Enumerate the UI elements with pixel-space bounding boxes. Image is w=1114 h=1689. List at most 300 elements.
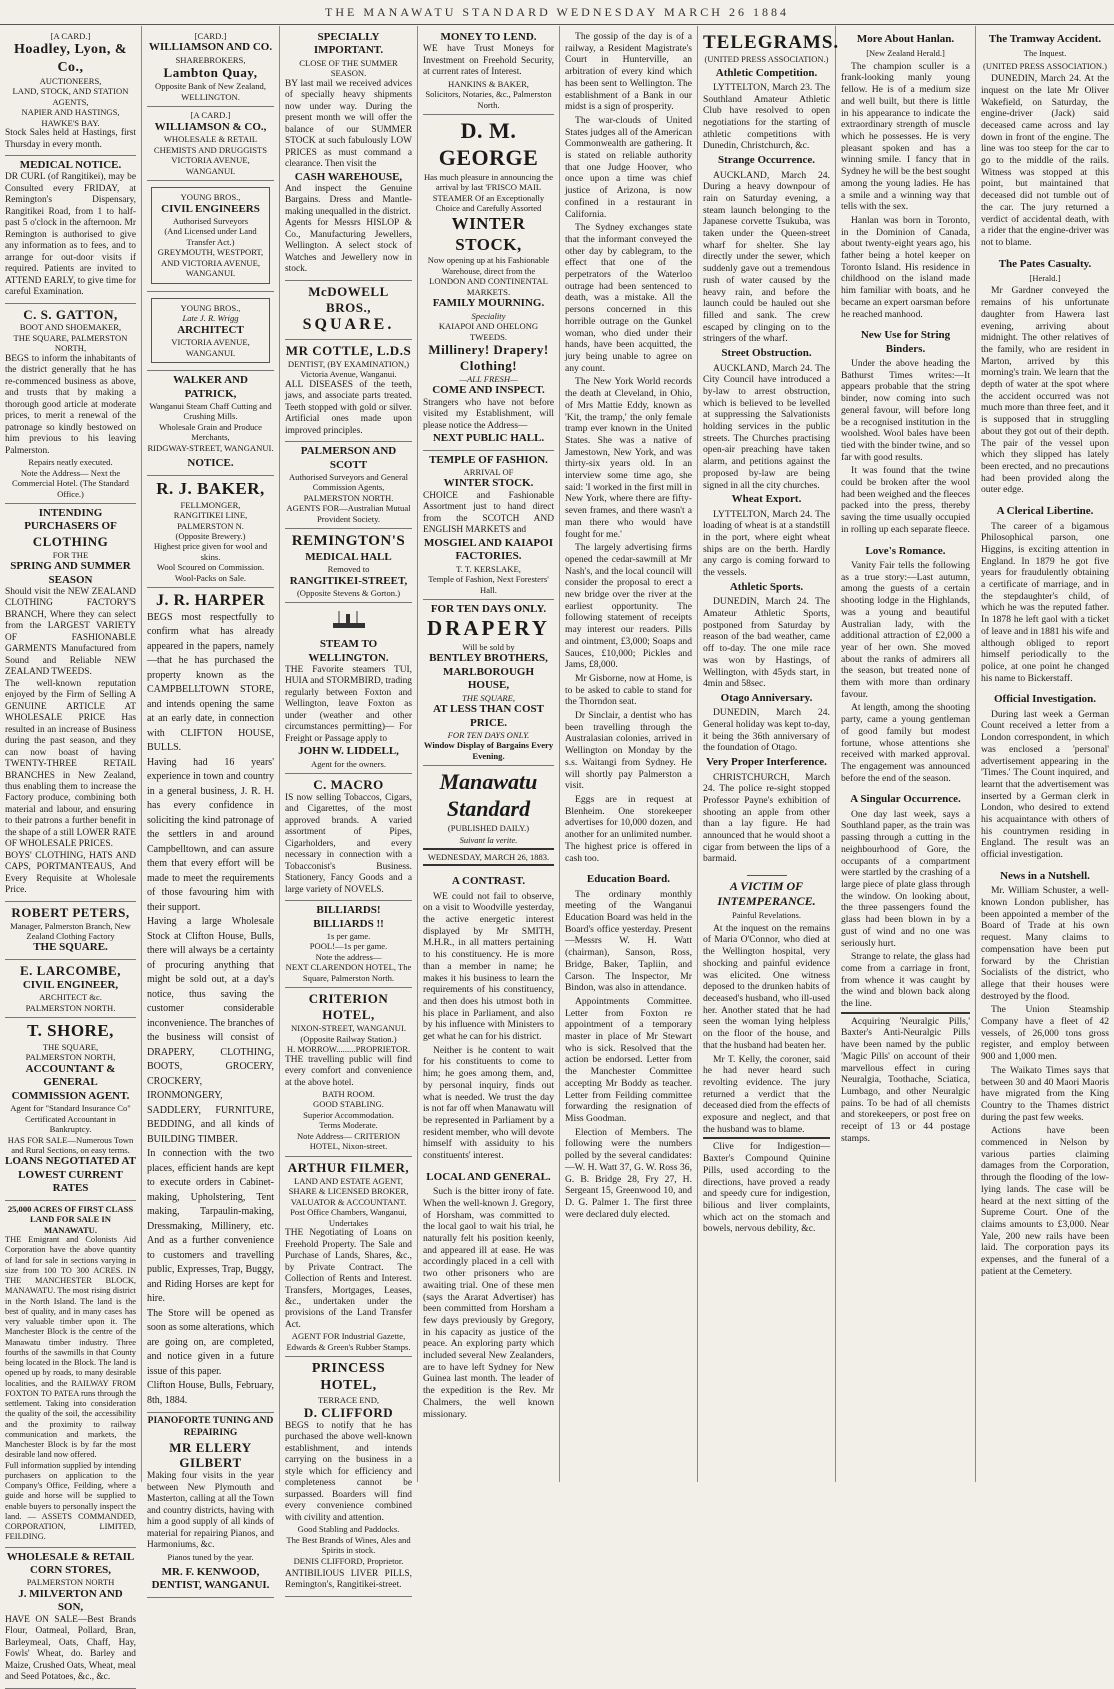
ad-line: WANGANUI. bbox=[185, 268, 236, 279]
ad-clothing bbox=[5, 504, 136, 902]
article-paragraph: It was found that the twine could be broken after the wool had been weighed and the fleeces packed into the press, thereby saving the time usually occupied in rolling up each separate fleece. bbox=[841, 465, 970, 535]
ad-body: Stock Sales held at Hastings, first Thursday in every month. bbox=[5, 128, 136, 150]
ad-line: Terms Moderate. bbox=[319, 1120, 378, 1131]
ad-body: Should visit the NEW ZEALAND CLOTHING FACTORY'S BRANCH, Where they can select from the LARGEST VARIETY OF FASHIONABLE GARMENTS Manufactured from Sound and Reliable NEW ZEALAND TWEEDS. bbox=[5, 587, 136, 678]
ad-line: MR. F. KENWOOD, DENTIST, WANGANUI. bbox=[151, 1566, 270, 1592]
ad-title: FOR TEN DAYS ONLY. bbox=[430, 602, 547, 615]
article-local-general bbox=[423, 1166, 554, 1424]
ad-line: VICTORIA AVENUE, bbox=[171, 155, 250, 166]
ad-line: FELLMONGER, bbox=[180, 499, 241, 510]
ad-title: YOUNG BROS., bbox=[180, 192, 241, 203]
article-paragraph: Strange to relate, the glass had come from a carriage in front, from whence it was caught by the wind and blown back along the line. bbox=[841, 951, 970, 1010]
article-paragraph: WE could not fail to observe, on a visit to Woodville yesterday, the active energetic interest displayed by Mr SMITH, M.H.R., in all matters pertaining to his constituency. He is more than a member in name; he makes it his business to learn the requirements of his constituency, and then does his utmost both in his place in Parliament, and also by his influence with Ministers to get what he can for his district. bbox=[423, 890, 554, 1043]
ad-line: BENTLEY BROTHERS, bbox=[429, 652, 548, 665]
article-paragraph: Mr. William Schuster, a well-known London publisher, has been appointed a member of the Board of Trade at his own request. Many claims to compensation have been put forward by the Christian Socialists of the district, who allege that their houses were destroyed by the flood. bbox=[981, 885, 1109, 1002]
ad-line: SQUARE. bbox=[302, 316, 395, 334]
ad-title: Lambton Quay, bbox=[163, 65, 258, 81]
ad-body: Having had 16 years' experience in town and country in a general business, J. R. H. has every confidence in soliciting the kind patronage of the settlers in and around Campbelltown, and can assure them that every effort will be made to meet the requirements of those favouring him with their support. bbox=[147, 756, 274, 913]
ad-line: Pianos tuned by the year. bbox=[167, 1551, 254, 1562]
ad-line: NEXT CLARENDON HOTEL, The Square, Palmerston North. bbox=[285, 962, 412, 983]
column-6 bbox=[698, 26, 840, 1482]
article-headline: A VICTIM OF INTEMPERANCE. bbox=[717, 879, 816, 908]
column-2 bbox=[142, 26, 280, 1592]
ad-line: (Opposite Brewery.) bbox=[175, 531, 246, 541]
ad-body: The Store will be opened as soon as some alterations, which are going on, are completed, and notice given in a future issue of this paper. bbox=[147, 1307, 274, 1377]
ad-body: Clifton House, Bulls, February, 8th, 1884. bbox=[147, 1380, 274, 1406]
ad-title: C. MACRO bbox=[313, 777, 384, 793]
ad-line: THE SQUARE, PALMERSTON NORTH, bbox=[13, 332, 128, 354]
ad-line: NEXT PUBLIC HALL. bbox=[432, 432, 545, 445]
ad-line: Window Display of Bargains Every Evening. bbox=[423, 740, 554, 761]
ad-line: Manager, Palmerston Branch, New Zealand Clothing Factory bbox=[10, 920, 131, 941]
article-subhead: Athletic Competition. bbox=[715, 66, 818, 79]
article-paragraph: Acquiring 'Neuralgic Pills,' Baxter's Anti-Neuralgic Pills have been named by the public 'Magic Pills' on account of their marvellous effect in curing Neuralgia, Toothache, Sciatica, Lumbago, and other Neuralgic pains. To be had of all chemists and storekeepers, or post free on receipt of 13 or 44 postage stamps. bbox=[841, 1015, 970, 1144]
ad-body: IS now selling Tobaccos, Cigars, and Cigarettes, of the most approved brands. A varied assortment of Pipes, Cigarholders, and every necessary in connection with a Tobacconist's Business. Stationery, Fancy Goods and a large variety of NOVELS. bbox=[285, 792, 412, 895]
article-byline: [New Zealand Herald.] bbox=[866, 48, 945, 59]
article-paragraph: The gossip of the day is of a railway, a Resident Magistrate's Court in Hunterville, an arbitration of every kind which has been sent to Wellington. The establishment of a Bank in our midst is a sign of prosperity. bbox=[565, 31, 692, 113]
ad-line: CHEMISTS AND DRUGGISTS bbox=[153, 144, 268, 155]
article-headline: A Singular Occurrence. bbox=[850, 793, 961, 806]
ad-line: Agent for the owners. bbox=[311, 758, 386, 769]
column-4 bbox=[418, 26, 560, 1482]
bordered-card bbox=[151, 298, 270, 363]
article-paragraph: DUNEDIN, March 24. General holiday was kept to-day, it being the 36th anniversary of the foundation of Otago. bbox=[703, 707, 830, 754]
divider bbox=[703, 1137, 830, 1139]
ad-line: RANGITIKEI-STREET, bbox=[289, 574, 408, 587]
article-string-binders bbox=[841, 324, 970, 539]
article-paragraph: Clive for Indigestion—Baxter's Compound Quinine Pills, used according to the directions, have proved a ready and speedy cure for indigestion, bilious and liver complaints, which act on the stomach and bowels, nervous debility, &c. bbox=[703, 1141, 830, 1235]
article-paragraph: Mr T. Kelly, the coroner, said he had never heard such revolting evidence. The jury returned a verdict that the deceased died from the effects of exposure and neglect, and that the husband was to blame. bbox=[703, 1053, 830, 1135]
ad-body: Full information supplied by intending purchasers on application to the Company's Office, Feilding, where a guide and horse will be supplied to enable buyers to personally inspect the land. — ASSETS COMMANDED, CORPORATION, LIMITED, FEILDING. bbox=[5, 1460, 136, 1542]
article-clerical-libertine bbox=[981, 500, 1109, 688]
ad-medical bbox=[5, 156, 136, 304]
article-paragraph: AUCKLAND, March 24. The City Council have introduced a by-law to arrest obstruction, which is believed to be levelled at suppressing the Salvationists holding services in the public streets. The Churches practising open-air preaching have taken alarm, and petitions against the proposed by-law are being signed in all the city churches. bbox=[703, 362, 830, 491]
article-loves-romance bbox=[841, 540, 970, 789]
ad-line: FOR THE bbox=[52, 549, 89, 560]
column-5 bbox=[560, 26, 698, 1482]
ad-line: Certificated Accountant in Bankruptcy. bbox=[25, 1113, 116, 1135]
ad-line: THE SQUARE, bbox=[42, 1041, 99, 1052]
ad-title: R. J. BAKER, bbox=[156, 478, 265, 498]
ad-title: WHOLESALE & RETAIL CORN STORES, bbox=[6, 1550, 135, 1577]
ad-line: Good Stabling and Paddocks. bbox=[297, 1524, 400, 1535]
ad-shore bbox=[5, 1018, 136, 1201]
ad-line: Victoria Avenue, Wanganui. bbox=[300, 369, 397, 380]
article-headline: The Tramway Accident. bbox=[988, 33, 1102, 45]
ad-title: C. S. GATTON, bbox=[23, 306, 118, 322]
article-headline: A CONTRAST. bbox=[451, 875, 526, 888]
ad-line: LOANS NEGOTIATED AT LOWEST CURRENT RATES bbox=[5, 1155, 137, 1195]
ad-line: Highest price given for wool and skins. bbox=[153, 541, 268, 562]
ad-line: Superior Accommodation. bbox=[303, 1109, 394, 1120]
ad-title: WILLIAMSON & CO., bbox=[154, 120, 267, 133]
ad-line: Removed to bbox=[327, 564, 370, 575]
article-paragraph: Dr Sinclair, a dentist who has been travelling through the Australasian colonies, arrived in Wellington on Monday by the s.s. Waitangi from Sydney. He will shortly pay Palmerston a visit. bbox=[565, 710, 692, 792]
ad-title: McDOWELL BROS., bbox=[308, 283, 389, 315]
ad-criterion bbox=[285, 988, 412, 1156]
ad-title: BILLIARDS! BILLIARDS !! bbox=[313, 904, 384, 930]
steamship-icon bbox=[329, 609, 369, 631]
ad-line: Authorised Surveyors and General Commission Agents, PALMERSTON NORTH. bbox=[288, 471, 409, 503]
ad-body: Having a large Wholesale Stock at Clifton House, Bulls, there will always be a certainty of procuring anything that might be sold out, at a day's notice, thus saving the customer considerable inconvenience. The branches of the business will consist of DRAPERY, CLOTHING, BOOTS, GROCERY, CROCKERY, IRONMONGERY, SADDLERY, FURNITURE, BEDDING, and all kinds of BUILDING TIMBER. bbox=[147, 916, 274, 1145]
ad-line: HAS FOR SALE—Numerous Town and Rural Sections, on easy terms. bbox=[7, 1134, 134, 1155]
ad-line: T. T. KERSLAKE, bbox=[456, 563, 521, 574]
ad-line: Late J. R. Wrigg bbox=[182, 313, 239, 324]
ad-line: MOSGIEL AND KAIAPOI FACTORIES. bbox=[424, 536, 553, 563]
ad-line: Note the address— bbox=[315, 951, 382, 962]
column-7 bbox=[836, 26, 976, 1482]
ad-temple-of-fashion bbox=[423, 451, 554, 600]
ad-title: MR COTTLE, L.D.S bbox=[285, 342, 412, 358]
ad-line: COME AND INSPECT. bbox=[432, 384, 545, 397]
ad-george bbox=[423, 115, 554, 450]
article-paragraph: Appointments Committee. Letter from Foxton re appointment of a temporary master in place of Mr Stewart who is sick. Resolved that the action be endorsed. Letter from the Manchester Committee accepting Mr Boddy as teacher. Letter from Feilding committee forwarding the resignation of Miss Goodman. bbox=[565, 995, 692, 1124]
motto: Suivant la verite. bbox=[459, 835, 518, 846]
article-pates-casualty bbox=[981, 253, 1109, 500]
ad-larcombe bbox=[5, 960, 136, 1018]
article-paragraph: The career of a bigamous Philosophical parson, one Higgins, is exciting attention in England. In 1879 he got five years for fraudulently obtaining a certificate of marriage, and in the stepdaughter's child, of which he was the reputed father. In 1878 he left gaol with a ticket of leave and in 1881 his wife and although obliged to report himself periodically to the police, at one point he changed his name to Bickerstaff. bbox=[981, 520, 1109, 684]
article-paragraph: AUCKLAND, March 24. During a heavy downpour of rain on Saturday evening, a steam launch belonging to the Japanese corvette Tsukuba, was taken under the Queen-street wharf for shelter. She lay directly under the sewer, which suddenly gave out a tremendous rush of water caused by the heavy rain, and before the launch could be hauled out she filled and sank. The crew escaped by clinging on to the stringers of the wharf. bbox=[703, 169, 830, 345]
ad-walker-patrick bbox=[147, 371, 274, 476]
ad-line: BOOT AND SHOEMAKER, bbox=[19, 322, 122, 333]
article-victim-of-intemperance bbox=[703, 869, 830, 1239]
ad-line: ARCHITECT bbox=[177, 323, 244, 336]
ad-line: AUCTIONEERS, bbox=[39, 75, 102, 86]
ad-body: ANTIBILIOUS LIVER PILLS, Remington's, Rangitikei-street. bbox=[285, 1569, 412, 1591]
article-paragraph: The Waikato Times says that between 30 and 40 Maori Maoris have migrated from the King Country to the Thames district during the past few weeks. bbox=[981, 1064, 1109, 1123]
ad-line: Repairs neatly executed. bbox=[28, 457, 113, 468]
ad-title: INTENDING PURCHASERS OF bbox=[24, 507, 117, 533]
ad-title: DRAPERY bbox=[427, 616, 550, 641]
article-paragraph: One day last week, says a Southland paper, as the train was passing through a cutting in the neighbourhood of Gore, the occupants of a compartment were startled by the crashing of a large piece of plate glass through the window. On looking about, the three passengers found the glass had been blown in by a gust of wind and no one was seriously hurt. bbox=[841, 808, 970, 949]
ad-filmer bbox=[285, 1157, 412, 1357]
article-paragraph: LYTTELTON, March 24. The loading of wheat is at a standstill in the port, where eight wheat ships are on the berth. Hardly any cargo is coming forward to the vessels. bbox=[703, 508, 830, 579]
ad-peters bbox=[5, 902, 136, 960]
divider bbox=[841, 1012, 970, 1014]
ad-line: BATH ROOM. bbox=[322, 1088, 375, 1099]
ad-line: RANGITIKEI LINE, PALMERSTON N. bbox=[173, 510, 248, 531]
article-paragraph: LYTTELTON, March 23. The Southland Amateur Athletic Club have resolved to open negotiations for the starting of athletic competitions with Dunedin, Christchurch, &c. bbox=[703, 81, 830, 152]
ad-macro bbox=[285, 774, 412, 901]
article-contrast bbox=[423, 870, 554, 1166]
ad-body: Agents for Messrs HISLOP & Co., Manufacturing Jewellers, Wellington. A select stock of Watches and Jewellery now in stock. bbox=[285, 218, 412, 275]
ad-young-bros-architect bbox=[147, 292, 274, 371]
ad-line: Wool-Packs on Sale. bbox=[174, 572, 247, 583]
article-news-in-a-nutshell bbox=[981, 865, 1109, 1282]
ad-line: CLOSE OF THE SUMMER SEASON. bbox=[299, 57, 398, 79]
ad-body: BOYS' CLOTHING, HATS AND CAPS, PORTMANTEAUS, And Every Requisite at Wholesale Price. bbox=[5, 850, 136, 896]
article-paragraph: At the inquest on the remains of Maria O'Connor, who died at the Wellington hospital, very shocking and painful evidence was elicited. One witness deposed to the drunken habits of deceased's husband, who ill-used her. Another stated that he had seen the woman lying helpless on the floor of the house, and that the husband had beaten her. bbox=[703, 922, 830, 1051]
ad-harper bbox=[147, 588, 274, 1413]
article-paragraph: The largely advertising firms opened the cedar-sawmill at Mr Nash's, and the local council will consider the proposal to erect a new bridge over the river at the earliest opportunity. The following statement of receipts may interest our readers. Pills and ointment, £3,000; Soaps and Sauces, £10,000; Pickles and Jams, £8,000. bbox=[565, 542, 692, 671]
ad-line: AT LESS THAN COST PRICE. bbox=[433, 703, 544, 729]
newspaper-columns bbox=[0, 26, 1114, 1683]
article-paragraph: CHRISTCHURCH, March 24. The police re-sight stopped Professor Payne's exhibition of shooting an apple from other than a lay figure. He had announced that he would shoot a cigar from between the lips of a barmaid. bbox=[703, 771, 830, 865]
ad-line: HAWKE'S BAY. bbox=[41, 117, 100, 128]
ad-line: FOR TEN DAYS ONLY. bbox=[447, 730, 530, 740]
ad-title: PIANOFORTE TUNING AND REPAIRING bbox=[147, 1416, 274, 1439]
ad-title: E. LARCOMBE, bbox=[20, 962, 121, 978]
ad-line: Opposite Bank of New Zealand, WELLINGTON. bbox=[155, 81, 266, 102]
article-paragraph: Actions have been commenced in Nelson by various parties claiming damages from the Corporation, through the flooding of the low-lying lands. The case will be heard at the next sitting of the Supreme Court. One of the claims amounts to £3,000. Near Yale, 200 new rails have been laid. The corporation pays its expenses, and the funeral of a patient at the Cemetery. bbox=[981, 1125, 1109, 1277]
ad-line: LAND, STOCK, AND STATION AGENTS, bbox=[12, 86, 129, 107]
article-headline: Love's Romance. bbox=[865, 544, 946, 557]
article-paragraph: Eggs are in request at Blenheim. One storekeeper advertises for 10,000 dozen, and another for an unlimited number. The highest price is offered in cash too. bbox=[565, 794, 692, 864]
article-paragraph: The Union Steamship Company have a fleet of 42 vessels, of 26,000 tons gross register, and employ between 900 and 1,000 men. bbox=[981, 1004, 1109, 1063]
ad-line: The Best Brands of Wines, Ales and Spirits in stock. bbox=[286, 1534, 411, 1556]
ad-title: WINTER STOCK. bbox=[443, 477, 534, 490]
ad-line: CIVIL ENGINEERS bbox=[161, 202, 260, 215]
ad-line: Now opening up at his Fashionable Warehouse, direct from the LONDON AND CONTINENTAL MARKETS. bbox=[427, 255, 550, 297]
article-singular-occurrence bbox=[841, 788, 970, 1148]
ad-title: ROBERT PETERS, bbox=[11, 904, 130, 920]
ad-cottle bbox=[285, 340, 412, 442]
page-masthead: THE MANAWATU STANDARD WEDNESDAY MARCH 26 1884 bbox=[0, 0, 1114, 25]
ad-title: Millinery! Drapery! Clothing! bbox=[428, 342, 549, 373]
divider bbox=[747, 875, 787, 876]
ad-sharebrokers bbox=[147, 28, 274, 107]
ad-body: And inspect the Genuine Bargains. Dress and Mantle-making unequalled in the district. bbox=[285, 183, 412, 217]
ad-body: BEGS to notify that he has purchased the above well-known establishment, and intends carrying on the business in a style which for efficiency and completeness cannot be surpassed. Boarders will find every convenience combined with civility and attention. bbox=[285, 1420, 412, 1523]
ad-corn-stores bbox=[5, 1548, 136, 1689]
ad-line: Wholesale Grain and Produce Merchants, bbox=[159, 421, 262, 443]
ad-line: POOL!—1s per game. bbox=[309, 941, 388, 952]
ad-line: CIVIL ENGINEER, bbox=[22, 978, 119, 991]
ad-money-to-lend bbox=[423, 28, 554, 115]
ad-body: BEGS to inform the inhabitants of the district generally that he has re-commenced business as above, and trusts that by making a thorough good article at moderate prices, to merit a renewal of the patronage so kindly bestowed on him previous to his leaving Palmerston. bbox=[5, 353, 136, 456]
ad-title: MR ELLERY GILBERT bbox=[169, 1439, 252, 1471]
article-telegrams bbox=[703, 28, 840, 869]
ad-line: VICTORIA AVENUE, WANGANUI. bbox=[171, 337, 250, 358]
ad-title: REMINGTON'S bbox=[291, 533, 406, 550]
ad-line: Post Office Chambers, Wanganui, Undertakes bbox=[290, 1207, 407, 1228]
ad-title: STEAM TO WELLINGTON. bbox=[308, 638, 389, 664]
editorial-masthead bbox=[423, 766, 554, 870]
ad-body: THE travelling public will find every comfort and convenience at the above hotel. bbox=[285, 1054, 412, 1088]
ad-line: Agent for "Standard Insurance Co" bbox=[10, 1103, 131, 1114]
ad-title: D. M. GEORGE bbox=[438, 118, 539, 171]
ad-baker bbox=[147, 476, 274, 589]
ad-line: MARLBOROUGH HOUSE, bbox=[442, 665, 535, 692]
ad-title: WINTER STOCK, bbox=[451, 213, 526, 254]
ad-body: BEGS most respectfully to confirm what has already appeared in the papers, namely—that he has purchased the property known as the CAMPBELLTOWN STORE, and intends opening the same at an early date, in connection with CLIFTON HOUSE, BULLS. bbox=[147, 611, 274, 754]
article-byline: (UNITED PRESS ASSOCIATION.) bbox=[983, 60, 1107, 71]
article-paragraph: Election of Members. The following were the numbers polled by the several candidates:—W. H. Watt 37, G. W. Ross 36, G. B. Bridge 28, Fry 27, H. Sergeant 15, Greenwood 10, and D. G. Palmer 1. The first three were declared duly elected. bbox=[565, 1126, 692, 1220]
ad-title: PALMERSON AND SCOTT bbox=[300, 445, 397, 471]
ad-billiards bbox=[285, 901, 412, 988]
ad-body: Strangers who have not before visited my Establishment, will please notice the Address— bbox=[423, 397, 554, 431]
article-paragraph: The champion sculler is a frank-looking manly young fellow. He is of a medium size and well built, but there is little in his appearance to indicate the extraordinary strength of muscle which he possesses. He is very pleasant spoken and has a winning smile. I fancy that in Sydney he will be the best sought among the young ladies. He has a smile and a winning way that tells with the sex. bbox=[841, 60, 970, 213]
ad-line: PALMERSTON NORTH. bbox=[25, 1002, 116, 1013]
ad-line: H. MORROW.........PROPRIETOR. bbox=[286, 1044, 411, 1055]
ad-line: Speciality bbox=[471, 310, 506, 321]
ad-body: In connection with the two places, efficient hands are kept to execute orders in Cabinet-making, Upholstering, Tent making, Tarpaulin-making, Dressmaking, Millinery, etc. And as a further convenience to customers and travelling public, Expresses, Trap, Buggy, and Riding Horses are kept for hire. bbox=[147, 1148, 274, 1305]
newspaper-title: Manawatu Standard bbox=[439, 769, 538, 822]
article-paragraph: DUNEDIN, March 24. The Amateur Athletic Sports, postponed from Saturday by reason of the bad weather, came off to-day. The one mile race was won by Hastings, of Wellington, with 45yds start, in 4min and 58sec. bbox=[703, 596, 830, 690]
article-paragraph: During last week a German Count received a letter from a London correspondent, in which was enclosed a 'personal' advertisement appearing in the 'Times.' The Count inquired, and learnt that the advertisement was inserted by a German clerk in London, who desired to extend his acquaintance with others of his countrymen residing in England. The result was an official investigation. bbox=[981, 708, 1109, 861]
ad-line: (Opposite Railway Station.) bbox=[300, 1033, 397, 1044]
article-paragraph: Mr Gardner conveyed the remains of his unfortunate daughter from Hawera last evening, arriving about midnight. The other relatives of the family, who are resident in Marton, arrived by this morning's train. We learn that the depth of water at the spot where the accident occurred was not much more than three feet, and it is supposed that in struggling about they got out of their depth. The pair of the vessel upon which they slipped has lately been erected, and no precautions had been provided along the outer edge. bbox=[981, 285, 1109, 496]
column-3 bbox=[280, 26, 418, 1591]
ad-title: ARTHUR FILMER, bbox=[287, 1159, 410, 1175]
ad-body: HAVE ON SALE—Best Brands Flour, Oatmeal, Pollard, Bran, Barleymeal, Oats, Chaff, Hay, Fowls' Wheat, do. Barley and Maize, Crushed Oats, Wheat, meal and Seed Potatoes, &c., &c. bbox=[5, 1614, 136, 1683]
ad-drapery bbox=[423, 600, 554, 766]
article-headline: LOCAL AND GENERAL. bbox=[426, 1170, 551, 1183]
ad-gatton bbox=[5, 304, 136, 504]
ad-line: WHOLESALE & RETAIL bbox=[163, 134, 258, 145]
ad-title: J. R. HARPER bbox=[155, 592, 266, 610]
ad-line: NAPIER AND HASTINGS, bbox=[21, 107, 120, 118]
ad-body: THE Negotiating of Loans on Freehold Property. The Sale and Purchase of Lands, Shares, &c., by Private Contract. The Collection of Rents and Interest. Transfers, Mortgages, Leases, &c., undertaken under the provisions of the Land Transfer Act. bbox=[285, 1228, 412, 1330]
ad-line: Note Address— CRITERION HOTEL, Nixon-street. bbox=[296, 1130, 401, 1152]
article-byline: [Herald.] bbox=[1029, 273, 1061, 284]
ad-line: Wool Scoured on Commission. bbox=[156, 562, 265, 573]
ad-tag: [CARD.] bbox=[194, 31, 227, 41]
ad-special bbox=[285, 28, 412, 281]
ad-body: DR CURL (of Rangitikei), may be Consulted every FRIDAY, at Remington's Dispensary, Rangitikei Road, from 1 to half-past 5 o'clock in the afternoon. Mr Remington is authorised to give any information as to fees, and to arrange for out-door visits if required. Patients are invited to ATTEND EARLY, to give time for careful Examination. bbox=[5, 172, 136, 298]
ad-line: GOOD STABLING. bbox=[313, 1099, 384, 1110]
article-subhead: Very Proper Interference. bbox=[706, 756, 827, 769]
article-paragraph: Vanity Fair tells the following as a true story:—Last autumn, among the guests of a certain shooting lodge in the Highlands, was a young and beautiful Australian lady, with the additional attraction of £2,000 a year of her own. She moved about the ranks of admirers all the season, but treated none of them with more than ordinary favour. bbox=[841, 560, 970, 700]
ad-line: THE SQUARE. bbox=[33, 941, 108, 954]
ad-piano-tuning bbox=[147, 1413, 274, 1597]
article-headline: New Use for String Binders. bbox=[860, 329, 951, 355]
article-subhead: Otago Anniversary. bbox=[720, 691, 813, 704]
ad-body: ALL DISEASES of the teeth, jaws, and associate parts treated. Teeth stopped with gold or silver. Artificial ones made upon improved principles. bbox=[285, 379, 412, 436]
ad-title: T. SHORE, bbox=[27, 1021, 114, 1041]
ad-line: —ALL FRESH— bbox=[459, 373, 518, 384]
ad-title: 25,000 ACRES OF FIRST CLASS LAND FOR SALE IN MANAWATU. bbox=[7, 1203, 134, 1235]
bordered-card bbox=[151, 187, 270, 284]
article-paragraph: DUNEDIN, March 24. At the inquest on the late Mr Oliver Wakefield, on Saturday, the engine-driver (Jack) said deceased came across and lay down in front of the engine. The line was too steep for the car to go to the middle of the rails. Witness was stopped at this point, but maintained that deceased did not tumble out of the car. The jury returned a verdict of accidental death, with a rider that the engine-driver was not to blame. bbox=[981, 73, 1109, 248]
ad-title: WILLIAMSON AND CO. bbox=[148, 41, 273, 54]
ad-palmerson bbox=[285, 442, 412, 529]
ad-title: TEMPLE OF FASHION. bbox=[429, 453, 548, 466]
ad-line: D. CLIFFORD bbox=[303, 1405, 394, 1420]
ad-line: 1s per game. bbox=[326, 930, 371, 941]
ad-line: PALMERSTON NORTH bbox=[26, 1577, 115, 1588]
article-headline: More About Hanlan. bbox=[856, 33, 955, 45]
article-paragraph: Such is the bitter irony of fate. When the well-known J. Gregory, of Horsham, was committed to the local gaol to wait his trial, he naturally felt his position keenly, and appeared ill at ease. He was accordingly placed in a cell with two other prisoners who are awaiting trial. One of these men (says the Ararat Advertiser) has been committed from Horsham a few days previously by Gregory, in his capacity as justice of the peace. An exploring party which included several New Zealanders, are to have left Sydney for New Guinea last month. The leader of the expedition is the Rev. Mr Chalmers, the well known missionary. bbox=[423, 1186, 554, 1420]
ad-steamers bbox=[285, 603, 412, 774]
article-headline: TELEGRAMS. bbox=[703, 32, 840, 53]
ad-tag: [A CARD.] bbox=[50, 31, 91, 41]
ad-line: (Opposite Stevens & Gorton.) bbox=[296, 587, 401, 598]
ad-body: The well-known reputation enjoyed by the Firm of Selling A GENUINE ARTICLE AT WHOLESALE PRICE Has resulted in an increase of Business during the past season, and they can now boast of having TWENTY-THREE RETAIL BRANCHES in New Zealand, thus enabling them to increase the Factory produce, combining both material and labour, and ensuring to their patrons a further benefit in the shape of a still LOWER RATE OF WHOLESALE PRICES. bbox=[5, 678, 136, 850]
ad-line: HANKINS & BAKER, bbox=[448, 78, 529, 89]
article-tramway-accident bbox=[981, 28, 1109, 253]
ad-line: KAIAPOI AND OHELONG TWEEDS. bbox=[438, 321, 539, 342]
article-paragraph: The Sydney exchanges state that the informant conveyed the other day by cablegram, to the effect that one of the perpetrators of the Waterloo outrage had been sentenced to death, was a mistake. All the persons concerned in this horrible outrage on the Gunkel woman, who died under their hands, have been acquitted, the jury being unable to agree on any count. bbox=[565, 222, 692, 374]
article-paragraph: Under the above heading the Bathurst Times writes:—It appears probable that the string binder, now coming into such general favour, will before long be a recognised institution in the woolshed. Wool bales have been tied with the binder twine, and so far with good results. bbox=[841, 358, 970, 463]
ad-title: CRITERION HOTEL, bbox=[308, 991, 389, 1023]
ad-line: ARRIVAL OF bbox=[463, 466, 514, 477]
article-subhead: Painful Revelations. bbox=[732, 910, 801, 921]
article-paragraph: Hanlan was born in Toronto, in the Dominion of Canada, about twenty-eight years ago, his father being a hotel keeper on Toronto Island. His residence in childhood on the island made him familiar with boats, and he became an expert oarsman before he reached manhood. bbox=[841, 214, 970, 320]
ad-williamson bbox=[147, 107, 274, 181]
edition-date: WEDNESDAY, MARCH 26, 1883. bbox=[427, 851, 550, 862]
article-paragraph: Neither is he content to wait for his constituents to come to him; he goes among them, and, by personal inquiry, finds out what is needed. We trust the day is not far off when Manawatu will be represented in Parliament by a resident member, who will devote himself with assiduity to his constituents' interest. bbox=[423, 1044, 554, 1162]
ad-body: Making four visits in the year between New Plymouth and Masterton, calling at all the Town and country districts, having with him a good supply of all kinds of material for repairing Pianos, and Harmoniums, &c. bbox=[147, 1471, 274, 1551]
ad-line: LAND AND ESTATE AGENT, SHARE & LICENSED BROKER, VALUATOR & ACCOUNTANT. bbox=[288, 1175, 409, 1207]
ad-line: DENIS CLIFFORD, Proprietor. bbox=[293, 1555, 404, 1566]
ad-title: CASH WAREHOUSE, bbox=[294, 170, 403, 183]
ad-line: SHAREBROKERS, bbox=[175, 54, 246, 65]
ad-line: Note the Address— Next the Commercial Hotel. (The Standard Office.) bbox=[12, 467, 129, 499]
article-headline: The Pates Casualty. bbox=[998, 257, 1092, 270]
column-8 bbox=[976, 26, 1114, 1482]
ad-hoadley bbox=[5, 28, 136, 156]
divider bbox=[423, 864, 554, 866]
ad-line: ACCOUNTANT & GENERAL COMMISSION AGENT. bbox=[11, 1062, 130, 1102]
ad-title: MEDICAL NOTICE. bbox=[19, 159, 122, 171]
article-paragraph: At length, among the shooting party, came a young gentleman of good family but modest fortune, whose attentions she received with marked approval. The engagement was announced before the end of the season. bbox=[841, 702, 970, 784]
ad-title: PRINCESS HOTEL, bbox=[311, 1361, 386, 1394]
ad-acres bbox=[5, 1201, 136, 1548]
ad-tag: [A CARD.] bbox=[190, 110, 231, 121]
ad-line: FAMILY MOURNING. bbox=[432, 297, 545, 310]
ad-line: NOTICE. bbox=[187, 457, 234, 470]
ad-line: J. MILVERTON AND SON, bbox=[18, 1587, 123, 1614]
ad-princess-hotel bbox=[285, 1357, 412, 1597]
divider bbox=[423, 848, 554, 850]
ad-line: MEDICAL HALL bbox=[305, 550, 392, 563]
news-items bbox=[565, 28, 692, 868]
publication-note: (PUBLISHED DAILY.) bbox=[447, 823, 530, 834]
article-headline: Official Investigation. bbox=[993, 693, 1097, 706]
article-paragraph: The ordinary monthly meeting of the Wanganui Education Board was held in the Board's office yesterday. Present—Messrs W. H. Watt (chairman), Sanson, Ross, Bridge, Baker, Tapliin, and Carson. The Inspector, Mr Bindon, was also in attendance. bbox=[565, 888, 692, 994]
ad-title: SPRING AND SUMMER SEASON bbox=[10, 560, 131, 586]
ad-line: NIXON-STREET, WANGANUI. bbox=[291, 1023, 406, 1034]
ad-line: Wanganui Steam Chaff Cutting and Crushing Mills. bbox=[149, 400, 272, 422]
article-subhead: Wheat Export. bbox=[731, 493, 802, 506]
ad-line: GREYMOUTH, WESTPORT, AND VICTORIA AVENUE, bbox=[157, 247, 264, 268]
ad-remington bbox=[285, 529, 412, 603]
ad-title: YOUNG BROS., bbox=[180, 302, 241, 313]
ad-line: Will be sold by bbox=[462, 642, 515, 652]
article-official-investigation bbox=[981, 688, 1109, 865]
ad-body: THE Favorite steamers TUI, HUIA and STORMBIRD, trading regularly between Foxton and Wellington, leave Foxton as under (weather and other circumstances permitting)— For Freight or Passage apply to bbox=[285, 664, 412, 744]
ad-title: WALKER AND PATRICK, bbox=[173, 374, 248, 400]
ad-mcdowell bbox=[285, 281, 412, 340]
ad-title: MONEY TO LEND. bbox=[440, 31, 537, 43]
article-subhead: Athletic Sports. bbox=[729, 580, 804, 593]
article-paragraph: The war-clouds of United States judges all of the American Commonwealth are gathering. It is stated on reliable authority that one Judge Hoover, who once upon a time was chief justice of Arizona, is now confined in a restaurant in California. bbox=[565, 114, 692, 220]
article-subhead: The Inquest. bbox=[1023, 48, 1067, 59]
ad-line: AGENT FOR Industrial Gazette, Edwards & Green's Rubber Stamps. bbox=[286, 1331, 411, 1352]
ad-line: Has much pleasure in announcing the arrival by last 'FRISCO MAIL STEAMER Of an Exceptionally Choice and Carefully Assorted bbox=[423, 171, 554, 214]
column-1 bbox=[0, 26, 142, 1683]
article-paragraph: The New York World records the death at Cleveland, in Ohio, of Mrs Mattie Eddy, known as 'Kit, the tramp,' the only female tramp ever known in the United States. She was a native of Jamestown, New York, and was thirty-six years old. In an interview some time ago, she said: 'I worked in the first mill in New York, where there are fifty-seven frames, and there wasn't a man there who would have fought for me.' bbox=[565, 376, 692, 540]
ad-line: (And Licensed under Land Transfer Act.) bbox=[164, 226, 257, 247]
article-headline: A Clerical Libertine. bbox=[996, 505, 1094, 518]
ad-line: DENTIST, (BY EXAMINATION,) bbox=[287, 358, 410, 369]
article-subhead: Street Obstruction. bbox=[721, 347, 812, 360]
article-subhead: Strange Occurrence. bbox=[718, 154, 815, 167]
article-education-board bbox=[565, 868, 692, 1224]
ad-line: Solicitors, Notaries, &c., Palmerston North. bbox=[425, 89, 552, 110]
ad-title: Hoadley, Lyon, & Co., bbox=[13, 42, 128, 75]
article-headline: News in a Nutshell. bbox=[1000, 869, 1090, 882]
ad-line: ARCHITECT &c. bbox=[39, 992, 102, 1003]
ad-body: CHOICE and Fashionable Assortment just to hand direct from the SCOTCH AND ENGLISH MARKETS and bbox=[423, 490, 554, 536]
ad-line: RIDGWAY-STREET, WANGANUI. bbox=[147, 442, 274, 453]
ad-title: SPECIALLY IMPORTANT. bbox=[313, 31, 384, 57]
ad-line: JOHN W. LIDDELL, bbox=[298, 745, 399, 758]
ad-line: AGENTS FOR—Australian Mutual Provident Society. bbox=[286, 503, 411, 524]
article-headline: Education Board. bbox=[586, 873, 671, 886]
article-hanlan bbox=[841, 28, 970, 324]
